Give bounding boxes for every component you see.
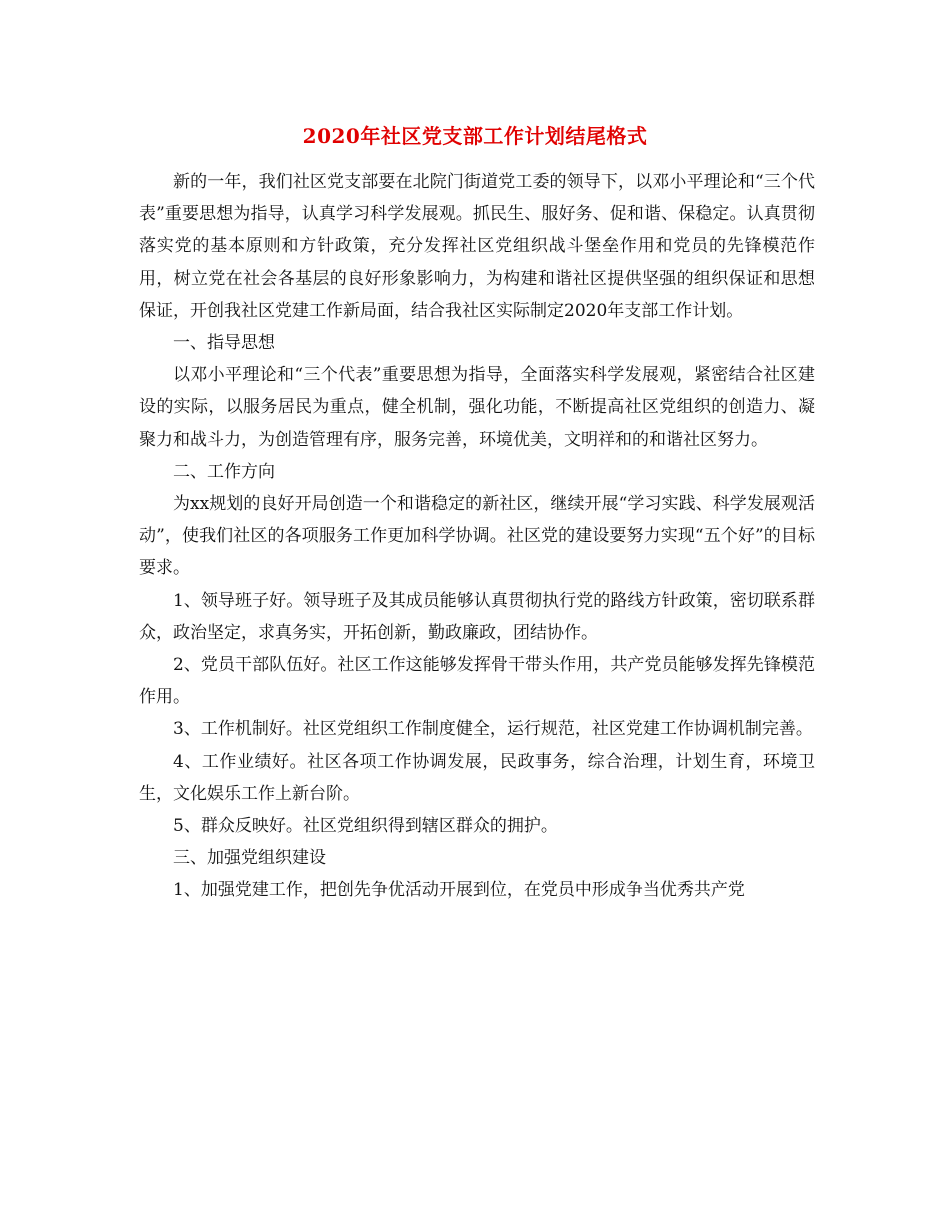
list-item-leadership: 1、领导班子好。领导班子及其成员能够认真贯彻执行党的路线方针政策，密切联系群众，政治坚定，求真务实，开拓创新，勤政廉政，团结协作。: [139, 590, 815, 643]
document-title: 2020年社区党支部工作计划结尾格式: [302, 124, 648, 148]
heading-guiding-ideology: 一、指导思想: [173, 333, 275, 354]
paragraph-work-direction: 为xx规划的良好开局创造一个和谐稳定的新社区，继续开展“学习实践、科学发展观活动”，使我们社区的各项服务工作更加科学协调。社区党的建设要努力实现“五个好”的目标要求。: [139, 494, 815, 579]
list-item-public-feedback: 5、群众反映好。社区党组织得到辖区群众的拥护。: [173, 816, 558, 837]
list-item-cadre-team: 2、党员干部队伍好。社区工作这能够发挥骨干带头作用，共产党员能够发挥先锋模范作用。: [139, 655, 815, 708]
list-item-work-performance: 4、工作业绩好。社区各项工作协调发展，民政事务，综合治理，计划生育，环境卫生，文化娱乐工作上新台阶。: [139, 751, 815, 804]
document-body: [139, 166, 815, 907]
paragraph-guiding-ideology: 以邓小平理论和“三个代表”重要思想为指导，全面落实科学发展观，紧密结合社区建设的实际，以服务居民为重点，健全机制，强化功能，不断提高社区党组织的创造力、凝聚力和战斗力，为创造管理有序，服务完善，环境优美，文明祥和的和谐社区努力。: [139, 365, 815, 450]
list-item-work-mechanism: 3、工作机制好。社区党组织工作制度健全，运行规范，社区党建工作协调机制完善。: [173, 719, 813, 740]
paragraph-intro: 新的一年，我们社区党支部要在北院门街道党工委的领导下，以邓小平理论和“三个代表”重要思想为指导，认真学习科学发展观。抓民生、服好务、促和谐、保稳定。认真贯彻落实党的基本原则和方针政策，充分发挥社区党组织战斗堡垒作用和党员的先锋模范作用，树立党在社会各基层的良好形象影响力，为构建和谐社区提供坚强的组织保证和思想保证，开创我社区党建工作新局面，结合我社区实际制定2020年支部工作计划。: [139, 172, 815, 321]
paragraph-party-building: 1、加强党建工作，把创先争优活动开展到位，在党员中形成争当优秀共产党: [173, 880, 745, 901]
heading-work-direction: 二、工作方向: [173, 461, 275, 482]
heading-party-building: 三、加强党组织建设: [173, 848, 326, 869]
